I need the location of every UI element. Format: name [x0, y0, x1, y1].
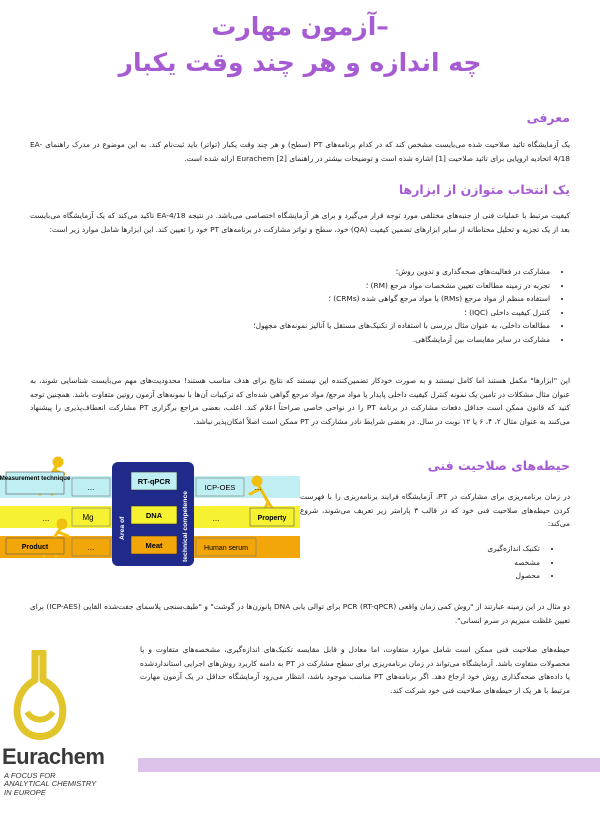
list-item: • مشارکت در سایر مقایسات بین آزمایشگاهی. — [32, 333, 552, 347]
list-item: • کنترل کیفیت داخلی (IQC) ؛ — [32, 306, 552, 320]
label-area-of: Area of — [119, 516, 126, 540]
logo-tagline — [4, 772, 134, 797]
label-measurement-technique: Measurement technique — [0, 475, 71, 482]
label-technical-competence: technical competence — [182, 490, 189, 562]
logo-tagline-line2: ANALYTICAL CHEMISTRY — [4, 779, 97, 789]
logo-tagline-line3: IN EUROPE — [4, 787, 46, 797]
list-item: • تجربه در زمینه مطالعات تعیین مشخصات مواد مرجع (RM) ؛ — [32, 279, 552, 293]
row2-center: DNA — [145, 511, 163, 520]
intro-paragraph: یک آزمایشگاه تائید صلاحیت شده می‌بایست مشخص کند که در کدام برنامه‌های PT (سطح) و هر چند وقت یکبار (تواتر) باید ثبت‌نام کند. به این موضوع در مدرک راهنمای EA-4/18 اتحادیه اروپایی برای تائید صلاحیت [1] اشاره شده است و توضیحات بیشتر در راهنمای Eurachem [2] ارائه شده است. — [30, 140, 571, 163]
section2-paragraph: در زمان برنامه‌ریزی برای مشارکت در PT، آزمایشگاه فرایند برنامه‌ریزی را با فهرست کردن حیطه‌های صلاحیت فنی خود که در قالب ۳ پارامتر زیر تعریف می‌شوند، شروع می‌کند: — [300, 492, 570, 528]
section2-paragraph3: حیطه‌های صلاحیت فنی ممکن است شامل موارد متفاوت، اما معادل و قابل مقایسه تکنیک‌های اندازه‌گیری، مشخصه‌های متفاوت و یا محصولات متفاوت باشد. آزمایشگاه می‌تواند در زمان برنامه‌ریزی برای سطح مشارکت در PT به دامنه کاربرد روش‌های اجرایی استانداردشده یا داده‌های صحه‌گذاری روش خود ارجاع دهد. اگر برنامه‌های PT مناسب موجود باشد، انتظار می‌رود آزمایشگاه حداقل در یک آزمون مهارت مرتبط با هر یک از حیطه‌های صلاحیت فنی خود شرکت کند. — [140, 645, 570, 695]
label-property: Property — [257, 515, 287, 522]
section1-bullet-list — [32, 265, 570, 346]
footer-band — [138, 758, 600, 772]
page-title-line2: چه اندازه و هر چند وقت یکبار — [118, 48, 482, 77]
row1-right: ICP-OES — [204, 483, 236, 492]
row3-right: Human serum — [204, 545, 248, 552]
label-product: Product — [21, 544, 49, 551]
list-item: • مشخصه — [282, 556, 542, 570]
list-item: • مطالعات داخلی، به عنوان مثال بررسی با استفاده از تکنیک‌های مستقل یا آنالیز نمونه‌های مجهول؛ — [32, 319, 552, 333]
row2-left: Mg — [82, 513, 94, 522]
logo-wordmark: Eurachem — [2, 744, 105, 769]
page-title-line1: آزمون مهارت– — [211, 12, 389, 41]
eurachem-flask-logo-icon — [5, 650, 75, 742]
list-item: • تکنیک اندازه‌گیری — [282, 542, 542, 556]
list-item: • محصول — [282, 569, 542, 583]
row1-center: RT-qPCR — [137, 477, 171, 486]
row1-left: ... — [87, 483, 95, 492]
row2-left-dots: ... — [42, 514, 50, 523]
competence-diagram — [0, 450, 300, 570]
intro-heading: معرفی — [526, 110, 570, 125]
row2-right: ... — [212, 514, 220, 523]
section2-heading: حیطه‌های صلاحیت فنی — [427, 458, 570, 473]
list-item: • استفاده منظم از مواد مرجع (RMs) یا مواد مرجع گواهی شده (CRMs) ؛ — [32, 292, 552, 306]
section2-paragraph2: دو مثال در این زمینه عبارتند از "روش کمی زمان واقعی PCR (RT-qPCR) برای توالی یابی DNA پانوزن‌ها در گوشت" و "طیف‌سنجی پلاسمای جفت‌شده القایی (ICP-AES) برای تعیین غلظت منیزیم در سرم انسانی". — [30, 602, 570, 625]
section2-bullet-list — [282, 542, 560, 583]
section1-paragraph2: این "ابزارها" مکمل هستند اما کامل نیستند و به صورت خودکار تضمین‌کننده این نیستند که نتایج برای هدف مناسب هستند! محدودیت‌های مهم می‌بایست شناسایی شوند، به عنوان مثال مشکلات در تامین یک نمونه کنترل کیفیت داخلی پایدار یا مواد مرجع/ مواد مرجع گواهی شده‌ای که ترکیبات آن‌ها با نمونه‌های آزمون روتین متفاوت باشد. همچنین توجه کنید که قانون ممکن است حداقل دفعات مشارکت در برنامه PT را در نواحی خاصی صراحتاً اعلام کند. اغلب، بعضی مراجع برگزاری PT مشارکت انعطاف‌پذیری را پیشنهاد می‌کنند به عنوان مثال ۲، ۴، ۶ یا ۱۲ نوبت در سال. در بعضی شرایط نادر مشارکت در PT ممکن است اصلاً امکان‌پذیر نباشد. — [30, 376, 570, 426]
section1-heading: یک انتخاب متوازن از ابزارها — [398, 182, 570, 197]
row3-left: ... — [87, 543, 95, 552]
row3-center: Meat — [145, 541, 163, 550]
row1-far: ... — [254, 483, 262, 492]
logo-tagline-line1: A FOCUS FOR — [4, 771, 56, 780]
list-item: • مشارکت در فعالیت‌های صحه‌گذاری و تدوین روش؛ — [32, 265, 552, 279]
section1-paragraph: کیفیت مرتبط با عملیات فنی از جنبه‌های مختلفی مورد توجه قرار می‌گیرد و برای هر آزمایشگاه اختصاصی می‌باشد. در نتیجه EA-4/18 تاکید می‌کند که یک آزمایشگاه می‌بایست بعد از یک تجزیه و تحلیل محتاطانه از سایر ابزارهای تضمین کیفیت (QA) خود، سطح و تواتر مشارکت در برنامه‌های PT خود را تعیین کند. این ابزارها شامل موارد زیر است: — [30, 211, 570, 234]
